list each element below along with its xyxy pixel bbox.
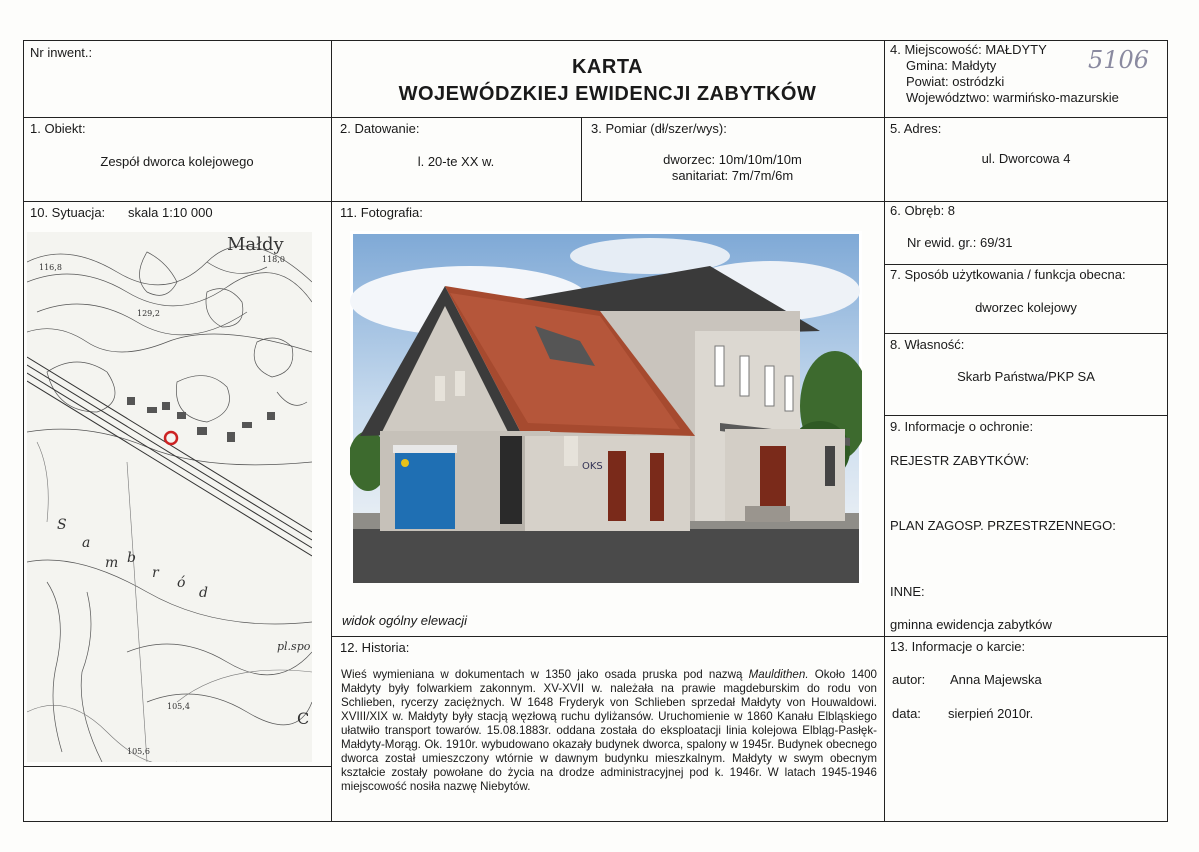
location-label: 4. Miejscowość: MAŁDYTY (890, 42, 1047, 57)
svg-text:118,0: 118,0 (262, 255, 285, 264)
svg-text:116,8: 116,8 (39, 263, 62, 272)
divider (884, 333, 1168, 334)
situation-scale: skala 1:10 000 (128, 205, 213, 220)
dating-value: l. 20-te XX w. (417, 154, 495, 169)
gmina-value: Gmina: Małdyty (906, 58, 997, 73)
photo-label: 11. Fotografia: (340, 205, 423, 220)
precinct-label: 6. Obręb: 8 (890, 203, 956, 218)
card-title (331, 54, 884, 108)
protection-label: 9. Informacje o ochronie: (890, 419, 1034, 434)
author-label: autor: (892, 672, 926, 687)
municipal-register: gminna ewidencja zabytków (890, 617, 1052, 632)
divider (331, 636, 1168, 637)
title-line-2: WOJEWÓDZKIEJ EWIDENCJI ZABYTKÓW (398, 83, 817, 105)
date-value: sierpień 2010r. (948, 706, 1034, 721)
address-value: ul. Dworcowa 4 (981, 151, 1071, 166)
svg-text:105,6: 105,6 (127, 747, 150, 756)
spatial-plan-label: PLAN ZAGOSP. PRZESTRZENNEGO: (890, 518, 1116, 533)
map-town-label: Małdy (227, 234, 284, 255)
card-info-label: 13. Informacje o karcie: (890, 639, 1026, 654)
svg-text:m: m (105, 555, 119, 571)
other-label: INNE: (890, 584, 925, 599)
historic-name: Mauldithen. (748, 668, 809, 681)
situation-map (27, 232, 312, 762)
address-label: 5. Adres: (890, 121, 942, 136)
handwritten-number: 5106 (1088, 46, 1150, 74)
measurement-sanitary: sanitariat: 7m/7m/6m (671, 168, 794, 183)
object-label: 1. Obiekt: (30, 121, 86, 136)
history-text: Wieś wymieniana w dokumentach w 1350 jako osada pruska pod nazwą Mauldithen. Około 1400 Małdyty były folwarkiem zakonnym. XV-XVII w. należała na prawie magdeburskim do rodu von Schlieben, rycerzy zaciężnych. W 1648 Fryderyk von Schlieben sprzedał Małdyty von Houwaldowi. XVIII/XIX w. Małdyty były stacją węzłową ruchu dyliżansów. Uruchomienie w 1860 Kanału Elbląskiego ułatwiło transport towarów. 15.08.1883r. oddana została do eksploatacji linia kolejowa Elbląg-Pasłęk-Małdyty-Morąg. Ok. 1910r. wybudowano okazały budynek dworca, spalony w 1945r. Budynek obecnego dworca został umieszczony wtórnie w dawnym budynku mieszkalnym. Małdyty w swym obecnym kształcie zostały powołane do życia na drodze administracyjnej pod k. 1946r. W latach 1945-1946 miejscowość nosiła nazwę Niebytów. (341, 668, 877, 793)
object-value: Zespół dworca kolejowego (100, 154, 254, 169)
ownership-label: 8. Własność: (890, 337, 965, 352)
title-line-1: KARTA (571, 56, 643, 78)
svg-text:a: a (82, 535, 91, 551)
register-label: REJESTR ZABYTKÓW: (890, 453, 1030, 468)
svg-text:ó: ó (177, 575, 186, 591)
usage-label: 7. Sposób użytkowania / funkcja obecna: (890, 267, 1126, 282)
measurement-station: dworzec: 10m/10m/10m (663, 152, 802, 167)
powiat-value: Powiat: ostródzki (906, 74, 1005, 89)
inventory-number-label: Nr inwent.: (30, 45, 93, 60)
dating-label: 2. Datowanie: (340, 121, 420, 136)
measurement-label: 3. Pomiar (dł/szer/wys): (591, 121, 727, 136)
photo-caption: widok ogólny elewacji (342, 613, 468, 628)
usage-value: dworzec kolejowy (975, 300, 1077, 315)
author-value: Anna Majewska (950, 672, 1042, 687)
station-photo (350, 231, 862, 583)
svg-text:pl.spo: pl.spo (277, 640, 311, 653)
svg-text:C: C (297, 709, 310, 728)
divider (331, 201, 332, 822)
svg-text:b: b (127, 550, 136, 566)
svg-text:105,4: 105,4 (167, 702, 190, 711)
history-label: 12. Historia: (340, 640, 410, 655)
svg-text:S: S (57, 517, 67, 533)
situation-label: 10. Sytuacja: (30, 205, 106, 220)
ownership-value: Skarb Państwa/PKP SA (957, 369, 1095, 384)
divider (23, 766, 332, 767)
location-block (890, 42, 1119, 106)
svg-text:r: r (152, 565, 159, 581)
date-label: data: (892, 706, 921, 721)
wojewodztwo-value: Województwo: warmińsko-mazurskie (906, 90, 1119, 105)
divider (23, 117, 1168, 118)
divider (23, 201, 1168, 202)
divider (884, 264, 1168, 265)
graffiti-text: OKS (582, 461, 603, 472)
measurement-values (581, 152, 884, 184)
svg-text:129,2: 129,2 (137, 309, 160, 318)
divider (884, 415, 1168, 416)
parcel-number: Nr ewid. gr.: 69/31 (907, 235, 1013, 250)
svg-text:d: d (199, 585, 208, 601)
